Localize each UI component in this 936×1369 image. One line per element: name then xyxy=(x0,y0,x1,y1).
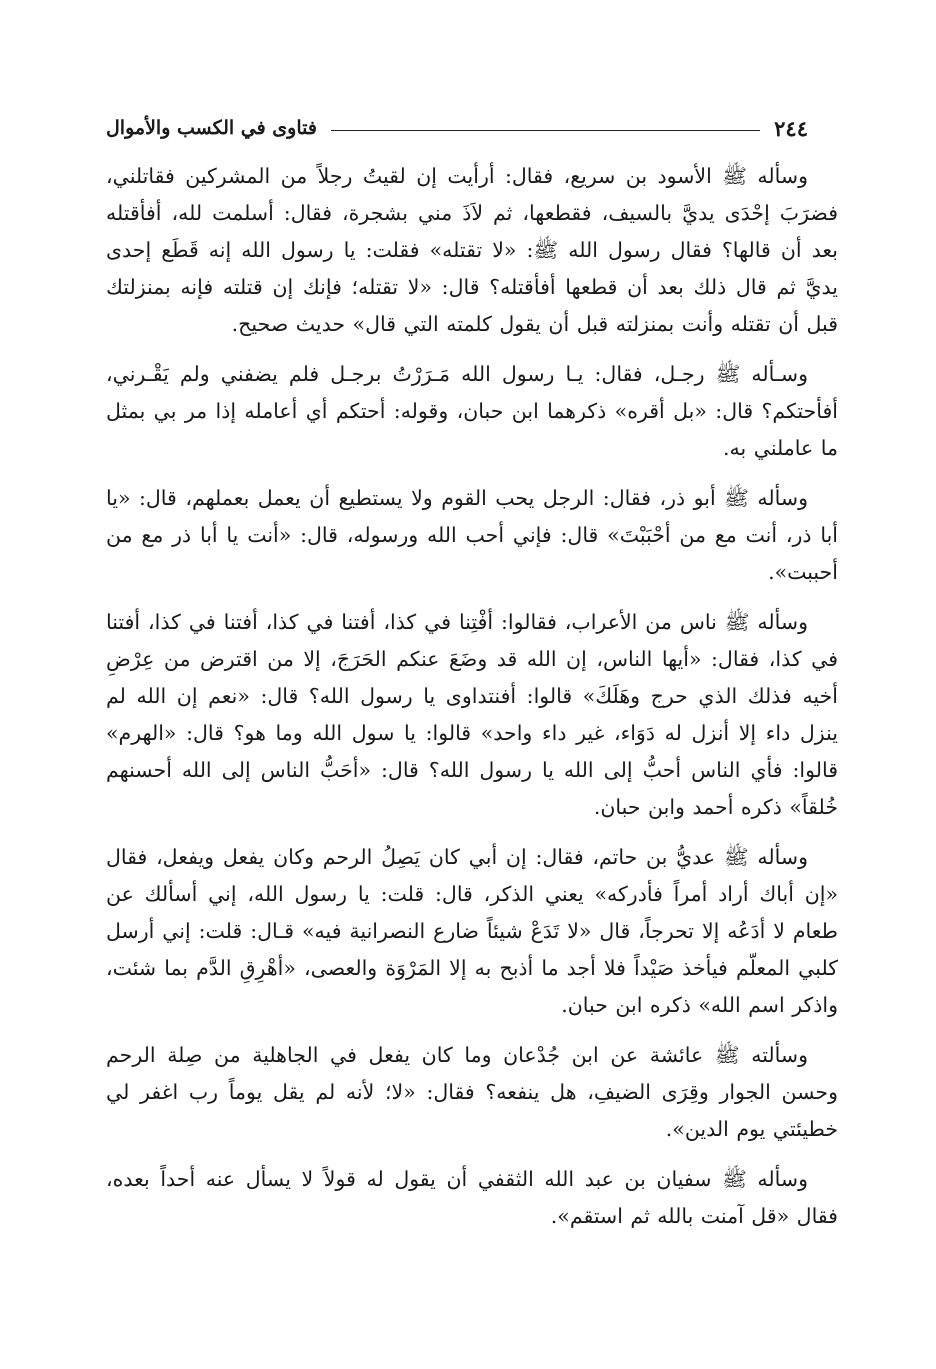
running-title: فتاوى في الكسب والأموال xyxy=(106,117,317,139)
page-content xyxy=(106,158,838,1235)
page-number: ٢٤٤ xyxy=(774,115,808,141)
paragraph: وسأله ﷺ عديُّ بن حاتم، فقال: إن أبي كان يَصِلُ الرحم وكان يفعل ويفعل، فقال «إن أباك أراد أمراً فأدركه» يعني الذكر، قال: قلت: يا رسول الله، إني أسألك عن طعام لا أدَعُه إلا تحرجاً، قال «لا تَدَعْ شيئاً ضارع النصرانية فيه» قـال: قلت: إني أرسل كلبي المعلّم فيأخذ صَيْداً فلا أجد ما أذبح به إلا المَرْوَة والعصى، «أهْرِقِ الدَّم بما شئت، واذكر اسم الله» ذكره ابن حبان. xyxy=(106,845,838,1017)
paragraph: وسـأله ﷺ رجـل، فقال: يـا رسول الله مَـرَرْتُ برجـل فلم يضفني ولم يَقْـرني، أفأحتكم؟ قال: «بل أقره» ذكرهما ابن حبان، وقوله: أحتكم أي أعامله إذا مر بي بمثل ما عاملني به. xyxy=(106,362,838,460)
paragraph: وسأله ﷺ سفيان بن عبد الله الثقفي أن يقول له قولاً لا يسأل عنه أحداً بعده، فقال «قل آمنت بالله ثم استقم». xyxy=(106,1167,838,1228)
header-rule xyxy=(331,130,760,131)
paragraph: وسأله ﷺ الأسود بن سريع، فقال: أرأيت إن لقيتُ رجلاً من المشركين فقاتلني، فضرَبَ إحْدَى يديَّ بالسيف، فقطعها، ثم لاَذَ مني بشجرة، فقال: أسلمت لله، أفأقتله بعد أن قالها؟ فقال رسول الله ﷺ: «لا تقتله» فقلت: يا رسول الله إنه قَطَع إحدى يديَّ ثم قال ذلك بعد أن قطعها أفأقتله؟ قال: «لا تقتله؛ فإنك إن قتلته فإنه بمنزلتك قبل أن تقتله وأنت بمنزلته قبل أن يقول كلمته التي قال» حديث صحيح. xyxy=(106,164,838,336)
paragraph: وسألته ﷺ عائشة عن ابن جُدْعان وما كان يفعل في الجاهلية من صِلة الرحم وحسن الجوار وقِرَى الضيفِ، هل ينفعه؟ فقال: «لا؛ لأنه لم يقل يوماً رب اغفر لي خطيئتي يوم الدين». xyxy=(106,1043,838,1141)
paragraph: وسأله ﷺ ناس من الأعراب، فقالوا: أفْتِنا في كذا، أفتنا في كذا، أفتنا في كذا، أفتنا في كذا، فقال: «أيها الناس، إن الله قد وضَعَ عنكم الحَرَجَ، إلا من اقترض من عِرْضِ أخيه فذلك الذي حرج وهَلَكَ» قالوا: أفنتداوى يا رسول الله؟ قال: «نعم إن الله لم ينزل داء إلا أنزل له دَوَاء، غير داء واحد» قالوا: يا سول الله وما هو؟ قال: «الهرم» قالوا: فأي الناس أحبُّ إلى الله يا رسول الله؟ قال: «أحَبُّ الناس إلى الله أحسنهم خُلقاً» ذكره أحمد وابن حبان. xyxy=(106,610,838,819)
paragraph: وسأله ﷺ أبو ذر، فقال: الرجل يحب القوم ولا يستطيع أن يعمل بعملهم، قال: «يا أبا ذر، أنت مع من أحْبَبْتَ» قال: فإني أحب الله ورسوله، قال: «أنت يا أبا ذر مع من أحببت». xyxy=(106,486,838,584)
page-header xyxy=(106,108,808,148)
